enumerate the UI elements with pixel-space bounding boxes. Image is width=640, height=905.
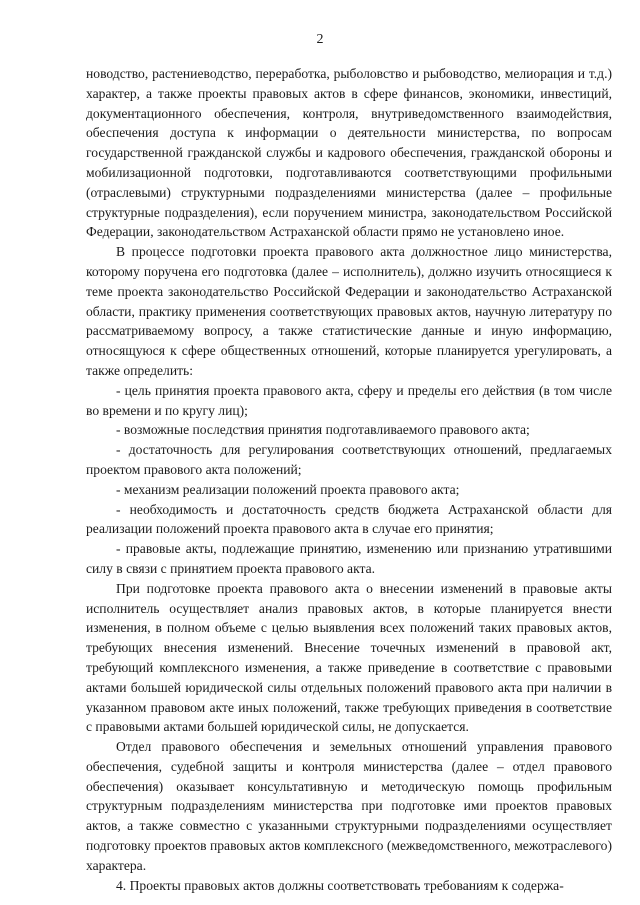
paragraph-preparation-process: В процессе подготовки проекта правового акта должностное лицо министерства, которому поручена его подготовка (далее – исполнитель), должно изучить относящиеся к теме проекта законодательство Российской Федерации и законодательство Астраханской области, практику применения соответствующих правовых актов, научную литературу по рассматриваемому вопросу, а также статистические данные и иную информацию, относящуюся к сфере общественных отношений, которые планируется урегулировать, а также определить: xyxy=(86,244,612,378)
paragraph-section-4: 4. Проекты правовых актов должны соответствовать требованиям к содержа- xyxy=(116,877,564,893)
paragraph-legal-department: Отдел правового обеспечения и земельных отношений управления правового обеспечения, судебной защиты и контроля министерства (далее – отдел правового обеспечения) оказывает консультативную и методическую помощь профильным структурным подразделениям министерства при подготовке ими проектов правовых актов, а также совместно с указанными структурными подразделениями осуществляет подготовку проектов правовых актов комплексного (межведомственного, межотраслевого) характера. xyxy=(86,739,612,873)
list-item-mechanism: - механизм реализации положений проекта правового акта; xyxy=(116,481,460,497)
list-item-consequences: - возможные последствия принятия подготавливаемого правового акта; xyxy=(116,422,530,438)
list-item-purpose: - цель принятия проекта правового акта, сферу и пределы его действия (в том числе во времени и по кругу лиц); xyxy=(86,382,612,418)
list-item-sufficiency: - достаточность для регулирования соответствующих отношений, предлагаемых проектом правового акта положений; xyxy=(86,442,612,477)
document-body xyxy=(86,64,612,895)
page-number: 2 xyxy=(316,32,324,47)
list-item-budget: - необходимость и достаточность средств бюджета Астраханской области для реализации положений проекта правового акта в случае его принятия; xyxy=(86,501,612,537)
paragraph-continuation: новодство, растениеводство, переработка, рыболовство и рыбоводство, мелиорация и т.д.) характер, а также проекты правовых актов в сфере финансов, экономики, инвестиций, документационного обеспечения, контроля, внутриведомственного взаимодействия, обеспечения доступа к информации о деятельности министерства, по вопросам государственной гражданской службы и кадрового обеспечения, гражданской обороны и мобилизационной подготовки, подготавливаются соответствующими профильными (отраслевыми) структурными подразделениями министерства (далее – профильные структурные подразделения), если поручением министра, законодательством Российской Федерации, законодательством Астраханской области прямо не установлено иное. xyxy=(86,66,612,240)
paragraph-amendments: При подготовке проекта правового акта о внесении изменений в правовые акты исполнитель осуществляет анализ правовых актов, в которые планируется внести изменения, в полном объеме с целью выявления всех положений таких правовых актов, требующих внесения изменений. Внесение точечных изменений в правовой акт, требующий комплексного изменения, а также приведение в соответствие с правовыми актами большей юридической силы отдельных положений правового акта при наличии в указанном правовом акте иных положений, также требующих приведения в соответствие с правовыми актами большей юридической силы, не допускается. xyxy=(86,580,612,735)
list-item-related-acts: - правовые акты, подлежащие принятию, изменению или признанию утратившими силу в связи с принятием проекта правового акта. xyxy=(86,541,612,576)
